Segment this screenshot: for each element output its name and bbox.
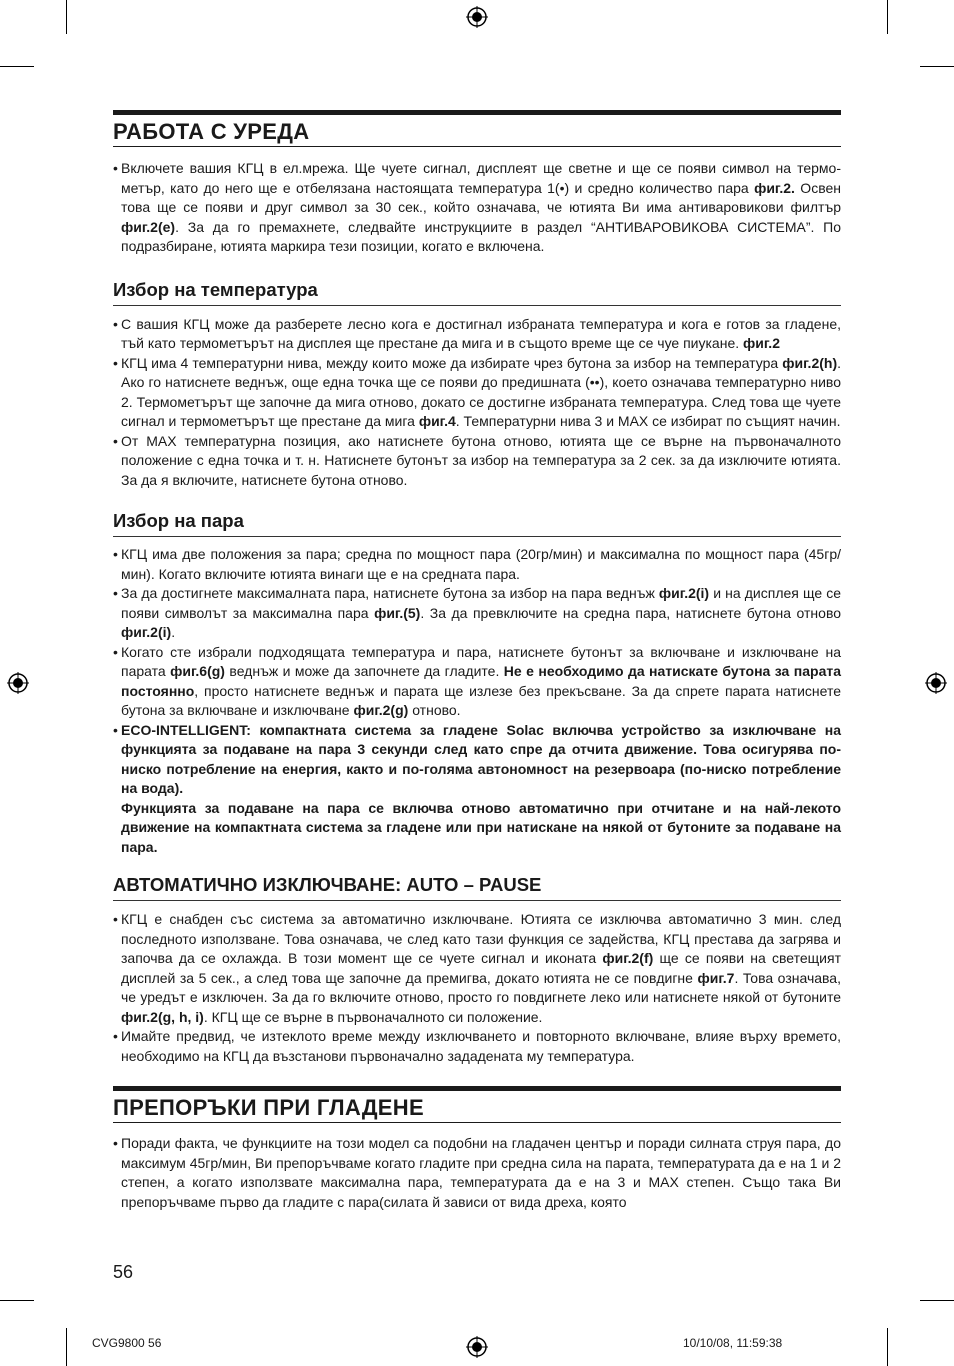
crop-mark [887, 0, 888, 34]
list-item [113, 432, 841, 491]
text-run: Освен това ще се появи и друг символ за 30 сек., който означава, че ютията Ви има антиваровикови филтър [121, 179, 841, 215]
text-run: , просто натиснете веднъж и парата ще излезе без прекъсване. За да спрете парата натиснете бутона за включване и изключване [121, 682, 841, 718]
list-item [113, 799, 841, 858]
crop-mark [0, 66, 34, 67]
text-run: . Ако го натиснете веднъж, още една точка ще се появи до предишната (••), което означава температурно ниво 2. Термометърът ще започне да мига отново, докато се достигне избраната температура. След това ще чуете сигнал и термометърът ще престане да мига [121, 354, 841, 429]
list-item [113, 545, 841, 584]
operation-list [113, 159, 841, 257]
text-run: КГЦ има 4 температурни нива, между които може да избирате чрез бутона за избор на температура [121, 354, 783, 371]
crop-mark [0, 1300, 34, 1301]
text-run: Имайте предвид, че изтеклото време между изключването и повторното включване, влияе върху времето, необходимо на КГЦ да възстанови първоначално зададената му температура. [121, 1028, 841, 1064]
registration-mark-icon [7, 672, 29, 694]
list-item [113, 354, 841, 432]
text-run: Поради факта, че функциите на този модел са подобни на гладачен център и поради силната струя пара, до максимум 45гр/мин, Ви препоръчваме когато гладите при средна сила на парата, температурата да е на 1 и 2 степен, а когато използвате максимална пара, температурата да е на 3 и MAX степен. Също така Ви препоръчваме първо да гладите с пара(силата й зависи от вида дреха, която [121, 1135, 841, 1210]
crop-mark [920, 1300, 954, 1301]
text-run: Включете вашия КГЦ в ел.мрежа. Ще чуете сигнал, дисплеят ще светне и ще се появи символ на термометър, като до него ще е отбелязана настоящата температура 1(•) и средно количество пара [121, 160, 841, 196]
text-run: . За да превключите на средна пара, натиснете бутона отново [420, 604, 842, 621]
registration-mark-icon [466, 6, 488, 28]
temperature-list [113, 315, 841, 491]
bold-text: Не е необходимо да натискате бутона за парата постоянно [121, 663, 841, 699]
list-item [113, 1027, 841, 1066]
registration-mark-icon [925, 672, 947, 694]
bold-text: фиг.2 [743, 335, 780, 351]
list-item [113, 721, 841, 799]
text-run: отново. [408, 702, 461, 718]
bold-text: фиг.2(h) [782, 354, 838, 371]
text-run: . КГЦ ще се върне в първоначалното си положение. [203, 1008, 543, 1025]
footer-job-info: CVG9800 56 [92, 1336, 162, 1350]
section-title-operation: РАБОТА С УРЕДА [113, 110, 841, 147]
crop-mark [66, 1328, 67, 1366]
text-run: и на дисплея ще се появи символът за максимална пара [121, 585, 842, 621]
text-run: За да достигнете максималната пара, натиснете бутона за избор на пара веднъж [121, 585, 659, 601]
text-run: . [171, 624, 176, 640]
crop-mark [920, 66, 954, 67]
steam-list [113, 545, 841, 857]
text-run: КГЦ има две положения за пара; средна по мощност пара (20гр/мин) и максимална по мощност пара (45гр/мин). Когато включите ютията винаги ще е на средната пара. [121, 546, 841, 582]
bold-text: ECO-INTELLIGENT: компактната система за гладене Solac включва устройство за изключване на функцията за подаване на пара 3 секунди след като спре да отчита движение. Това осигурява по-ниско потребление на енергия, както и по-голяма автономност на резервоара (по-ниско потребление на вода). [121, 721, 841, 796]
text-run: веднъж и може да започнете да гладите. [224, 663, 504, 679]
auto-off-list [113, 910, 841, 1066]
bold-text: фиг.2(i) [658, 585, 710, 601]
bold-text: фиг.6(g) [170, 663, 225, 679]
bold-text: фиг.4 [418, 413, 456, 429]
bold-text: фиг.2. [754, 179, 795, 196]
subsection-title-temperature: Избор на температура [113, 279, 841, 306]
bold-text: фиг.2(g, h, i) [121, 1008, 204, 1025]
list-item [113, 584, 841, 643]
subsection-title-steam: Избор на пара [113, 510, 841, 537]
text-run: От MAX температурна позиция, ако натиснете бутона отново, ютията ще се върне на първоначалното положение с една точка и т. н. Натиснете бутонът за избор на температура за 2 сек. за да изключите ютията. За да я включите, натиснете бутона отново. [121, 432, 841, 488]
list-item [113, 1134, 841, 1212]
bold-text: Функцията за подаване на пара се включва отново автоматично при отчитане и на най-лекото движение на компактната система за гладене или при натискане на някой от бутоните за подаване на пара. [121, 799, 841, 855]
bold-text: фиг.2(i) [121, 624, 172, 640]
page-number: 56 [113, 1262, 134, 1282]
list-item [113, 315, 841, 354]
recommendations-list [113, 1134, 841, 1212]
text-run: ще се появи на светещият дисплей за 5 сек., а след това ще започне да премигва, докато ютията не се повдигне [121, 950, 841, 986]
bold-text: фиг.2(g) [353, 702, 409, 718]
text-run: КГЦ е снабден със система за автоматично изключване. Ютията се изключва автоматично 3 мин. след последното използване. Това означава, че след като тази функция се задейства, КГЦ престава да загрява и започва да се охлажда. В този момент ще се чуете сигнал и иконата [121, 911, 841, 966]
crop-mark [66, 0, 67, 34]
page-content [113, 110, 841, 1212]
text-run: . Това означава, че уредът е изключен. За да го включите отново, просто го повдигнете леко или натиснете някой от бутоните [121, 969, 841, 1005]
bold-text: фиг.7 [697, 969, 735, 986]
list-item [113, 910, 841, 1027]
bold-text: фиг.(5) [374, 604, 421, 621]
section-title-recommendations: ПРЕПОРЪКИ ПРИ ГЛАДЕНЕ [113, 1086, 841, 1123]
text-run: С вашия КГЦ може да разберете лесно кога е достигнал избраната температура и кога е готов за гладене, тъй като термометърът на дисплея ще престане да мига и в същото време ще се чуе пиукане. [121, 315, 841, 351]
text-run: . Температурни нива 3 и MAX се избират по същият начин. [455, 413, 841, 429]
text-run: Когато сте избрали подходящата температура и пара, натиснете бутонът за включване и изключване на парата [121, 643, 841, 679]
subsection-title-auto-off: АВТОМАТИЧНО ИЗКЛЮЧВАНЕ: AUTO – PAUSE [113, 874, 841, 901]
bold-text: фиг.2(f) [602, 950, 654, 966]
crop-mark [887, 1328, 888, 1366]
text-run: . За да го премахнете, следвайте инструкциите в раздел “АНТИВАРОВИКОВА СИСТЕМА”. По подразбиране, ютията маркира тези позиции, когато е включена. [121, 218, 841, 254]
list-item [113, 159, 841, 257]
list-item [113, 643, 841, 721]
registration-mark-icon [466, 1336, 488, 1358]
footer-timestamp: 10/10/08, 11:59:38 [683, 1336, 783, 1350]
bold-text: фиг.2(e) [121, 218, 176, 235]
